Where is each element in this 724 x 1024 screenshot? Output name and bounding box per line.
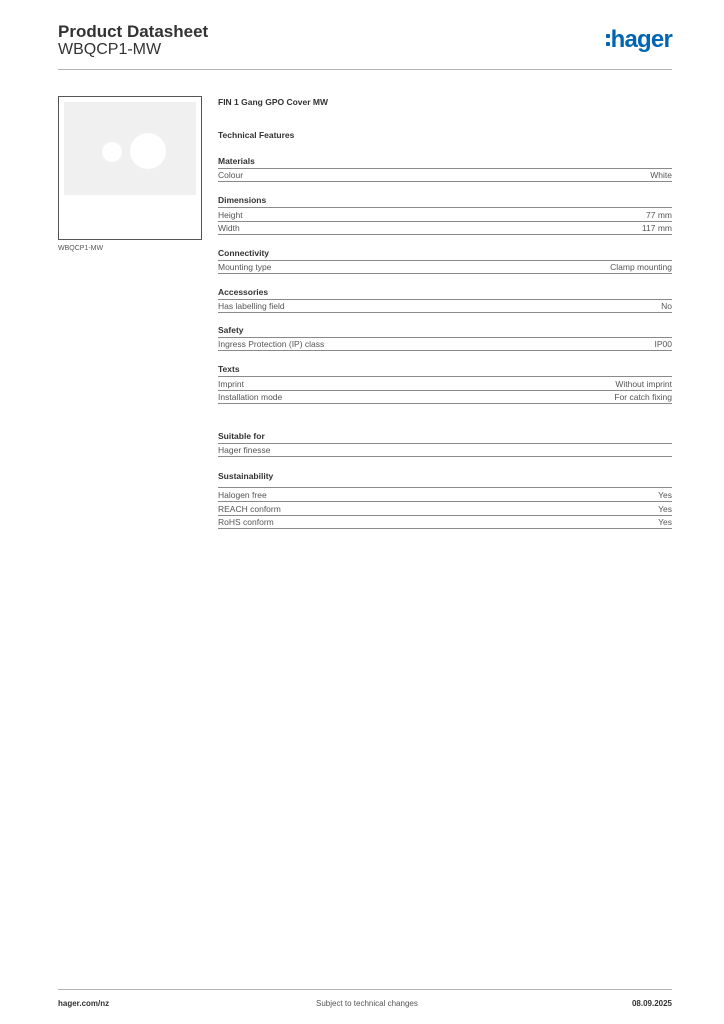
spec-row-mounting-type <box>218 260 672 274</box>
spec-label: Colour <box>218 170 244 180</box>
section-connectivity-title: Connectivity <box>218 248 270 258</box>
page-header <box>58 22 672 70</box>
section-accessories-title: Accessories <box>218 287 269 297</box>
section-materials-title: Materials <box>218 156 255 166</box>
spec-row-ip-class <box>218 337 672 351</box>
section-texts-title: Texts <box>218 364 240 374</box>
spec-value: IP00 <box>654 339 672 349</box>
footer-date: 08.09.2025 <box>631 999 672 1008</box>
spec-value: Clamp mounting <box>610 262 672 272</box>
spec-label: Installation mode <box>218 392 283 402</box>
section-dimensions-title: Dimensions <box>218 195 267 205</box>
product-name: FIN 1 Gang GPO Cover MW <box>218 97 329 107</box>
section-safety-title: Safety <box>218 325 244 335</box>
product-code: WBQCP1-MW <box>58 41 162 58</box>
spec-label: RoHS conform <box>218 517 274 527</box>
spec-row-height <box>218 207 672 221</box>
spec-label: Height <box>218 209 243 220</box>
spec-value: No <box>661 301 672 311</box>
footer-notice: Subject to technical changes <box>316 999 418 1008</box>
spec-row-reach-conform <box>218 501 672 515</box>
spec-value: Yes <box>658 517 672 527</box>
spec-label: Halogen free <box>218 489 267 500</box>
section-sustainability-title: Sustainability <box>218 471 274 481</box>
spec-value: For catch fixing <box>614 392 672 402</box>
product-image <box>64 102 196 195</box>
spec-label: REACH conform <box>218 503 281 514</box>
logo-wordmark: hager <box>610 26 672 53</box>
footer-website-link[interactable]: hager.com/nz <box>58 999 110 1008</box>
product-image-frame <box>58 96 202 240</box>
logo-dots-icon <box>606 34 610 46</box>
spec-label: Mounting type <box>218 262 272 272</box>
spec-value: White <box>650 170 672 180</box>
spec-row-imprint <box>218 376 672 390</box>
spec-value: Yes <box>658 489 672 500</box>
spec-label: Width <box>218 223 240 233</box>
document-title: Product Datasheet <box>58 22 209 41</box>
spec-row-halogen-free <box>218 487 672 501</box>
spec-row-installation-mode <box>218 390 672 404</box>
spec-value: 117 mm <box>641 223 672 233</box>
spec-row-width <box>218 221 672 235</box>
section-suitable-for-title: Suitable for <box>218 431 265 441</box>
header-divider <box>58 69 672 70</box>
image-caption: WBQCP1-MW <box>58 245 104 252</box>
spec-row-labelling-field <box>218 299 672 313</box>
spec-label: Has labelling field <box>218 301 285 311</box>
socket-hole-small <box>102 142 122 162</box>
spec-row-rohs-conform <box>218 515 672 529</box>
spec-label: Ingress Protection (IP) class <box>218 339 325 349</box>
technical-features-heading: Technical Features <box>218 130 295 140</box>
socket-hole-large <box>130 133 166 169</box>
suitable-for-row <box>218 443 672 457</box>
footer-divider <box>58 989 672 990</box>
spec-label: Imprint <box>218 378 244 389</box>
spec-value: Yes <box>658 503 672 514</box>
hager-logo <box>606 28 672 52</box>
spec-row-colour <box>218 168 672 182</box>
spec-value: 77 mm <box>646 209 672 220</box>
spec-value: Without imprint <box>615 378 672 389</box>
suitable-for-item: Hager finesse <box>218 445 271 455</box>
